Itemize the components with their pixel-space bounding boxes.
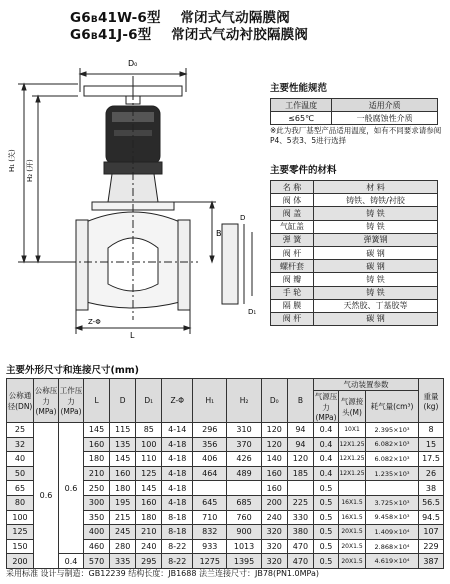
col-d0: D₀ (261, 379, 287, 423)
d1-label: D₁ (248, 308, 257, 316)
cell-b: 380 (287, 525, 313, 540)
cell-b: 94 (287, 437, 313, 452)
performance-table (270, 98, 438, 125)
cell-z: 4-18 (162, 437, 193, 452)
cell-d1: 85 (136, 423, 162, 438)
h1-label: H₁ (关) (8, 149, 16, 172)
col-part-name: 名 称 (271, 181, 314, 194)
cell-l: 400 (84, 525, 110, 540)
cell-d1: 180 (136, 510, 162, 525)
part-material: 铸铁、铸铁/衬胶 (314, 194, 438, 207)
material-row (271, 273, 438, 286)
col-air-pressure: 气源压力(MPa) (314, 392, 338, 422)
cell-wp: 0.6 (59, 423, 84, 554)
cell-air-consumption: 1.409×10⁴ (366, 525, 419, 540)
col-dn: 公称通径(DN) (7, 379, 34, 423)
cell-d: 195 (110, 495, 136, 510)
col-air-connector: 气源接头(M) (339, 391, 366, 423)
cell-dn: 80 (7, 495, 34, 510)
cell-d1: 110 (136, 452, 162, 467)
col-d: D (110, 379, 136, 423)
title-line-1: G6B41W-6型 常闭式气动隔膜阀 (70, 10, 290, 26)
cell-dn: 50 (7, 466, 34, 481)
cell-d: 135 (110, 437, 136, 452)
cell-d0: 320 (261, 554, 287, 569)
cell-d1: 160 (136, 495, 162, 510)
col-work-temp: 工作温度 (271, 99, 332, 112)
cell-wp: 0.4 (59, 554, 84, 569)
cell-air-connector: 20X1.5 (339, 539, 366, 554)
cell-d0: 320 (261, 525, 287, 540)
part-name: 隔 膜 (271, 299, 314, 312)
left-flange (76, 220, 88, 310)
cell-air-connector: 16X1.5 (339, 495, 366, 510)
cell-d: 280 (110, 539, 136, 554)
cell-l: 210 (84, 466, 110, 481)
cell-air-consumption: 2.868×10⁴ (366, 539, 419, 554)
cell-d1: 240 (136, 539, 162, 554)
cell-h2: 426 (227, 452, 261, 467)
cell-ap: 0.5 (314, 525, 339, 540)
dimension-row (7, 554, 444, 569)
cell-l: 350 (84, 510, 110, 525)
cell-air-connector: 12X1.25 (339, 452, 366, 467)
h2-label: H₂ (开) (26, 159, 34, 182)
cell-d0: 160 (261, 481, 287, 496)
cell-dn: 100 (7, 510, 34, 525)
cell-d0: 320 (261, 539, 287, 554)
cell-l: 145 (84, 423, 110, 438)
part-name: 阀 杆 (271, 246, 314, 259)
col-l: L (84, 379, 110, 423)
cell-ap: 0.5 (314, 539, 339, 554)
cell-weight: 17.5 (419, 452, 444, 467)
col-wp: 工作压力(MPa) (59, 379, 84, 423)
cell-h1: 645 (193, 495, 227, 510)
part-material: 铸 铁 (314, 273, 438, 286)
cell-ap: 0.4 (314, 466, 339, 481)
cell-d1: 210 (136, 525, 162, 540)
cell-b: 470 (287, 539, 313, 554)
cell-air-consumption: 6.082×10³ (366, 437, 419, 452)
part-name: 阀 盖 (271, 207, 314, 220)
cell-d0: 240 (261, 510, 287, 525)
part-material: 天然胶、丁基胶等 (314, 299, 438, 312)
cell-pn: 0.6 (34, 423, 59, 569)
cell-ap: 0.4 (314, 452, 339, 467)
cell-h1: 464 (193, 466, 227, 481)
cell-weight: 38 (419, 481, 444, 496)
cell-b: 225 (287, 495, 313, 510)
cell-b: 185 (287, 466, 313, 481)
right-flange (178, 220, 190, 310)
cell-air-consumption: 9.458×10³ (366, 510, 419, 525)
part-material: 碳 钢 (314, 260, 438, 273)
material-row (271, 260, 438, 273)
footer-standards: 采用标准 设计与制造：GB12239 结构长度：JB1688 法兰连接尺寸：JB78(PN1.0MPa) (6, 569, 320, 578)
cell-d: 245 (110, 525, 136, 540)
d0-label: D₀ (128, 59, 138, 68)
cell-z: 4-14 (162, 423, 193, 438)
cell-ap: 0.5 (314, 510, 339, 525)
part-name: 螺杆套 (271, 260, 314, 273)
dimension-row (7, 423, 444, 438)
cell-z: 4-18 (162, 452, 193, 467)
cell-z: 4-18 (162, 466, 193, 481)
material-row (271, 246, 438, 259)
material-row (271, 233, 438, 246)
cell-d: 115 (110, 423, 136, 438)
cell-dn: 65 (7, 481, 34, 496)
part-material: 铸 铁 (314, 220, 438, 233)
l-label: L (130, 331, 135, 340)
cell-ap: 0.4 (314, 437, 339, 452)
medium-value: 一般腐蚀性介质 (332, 112, 438, 125)
cell-l: 460 (84, 539, 110, 554)
col-air-consumption: 耗气量(cm³) (366, 391, 419, 423)
cell-air-connector: 12X1.25 (339, 466, 366, 481)
valve-drawing (8, 52, 260, 342)
cell-h2: 370 (227, 437, 261, 452)
cell-air-connector: 10X1 (339, 423, 366, 438)
cell-weight: 94.5 (419, 510, 444, 525)
part-material: 铸 铁 (314, 207, 438, 220)
cell-h2: 685 (227, 495, 261, 510)
b-label: B (216, 229, 222, 238)
cell-dn: 125 (7, 525, 34, 540)
cell-air-consumption: 6.082×10³ (366, 452, 419, 467)
cell-h2: 900 (227, 525, 261, 540)
cell-h2: 1013 (227, 539, 261, 554)
part-material: 碳 钢 (314, 312, 438, 325)
part-name: 阀 杆 (271, 312, 314, 325)
cell-z: 8-18 (162, 510, 193, 525)
col-weight: 重量(kg) (419, 379, 444, 423)
col-h2: H₂ (227, 379, 261, 423)
part-name: 手 轮 (271, 286, 314, 299)
cell-d0: 120 (261, 437, 287, 452)
cell-air-consumption: 4.619×10⁴ (366, 554, 419, 569)
cell-b: 120 (287, 452, 313, 467)
cell-z: 8-22 (162, 539, 193, 554)
cell-weight: 56.5 (419, 495, 444, 510)
cell-air-consumption (366, 481, 419, 496)
material-row (271, 207, 438, 220)
cell-dn: 150 (7, 539, 34, 554)
cell-ap: 0.5 (314, 554, 339, 569)
cell-d: 160 (110, 466, 136, 481)
cell-h2: 1395 (227, 554, 261, 569)
cell-d: 145 (110, 452, 136, 467)
cell-air-consumption: 3.725×10³ (366, 495, 419, 510)
cell-b: 330 (287, 510, 313, 525)
material-row (271, 312, 438, 325)
cell-dn: 200 (7, 554, 34, 569)
cell-h1: 356 (193, 437, 227, 452)
performance-note: ※此为我厂基型产品适用温度，如有不同要求请参阅P4、5表3、5进行选择 (270, 126, 442, 145)
cell-weight: 26 (419, 466, 444, 481)
cell-air-consumption: 1.235×10³ (366, 466, 419, 481)
col-b: B (287, 379, 313, 423)
cell-z: 8-22 (162, 554, 193, 569)
title-line-2: G6B41J-6型 常闭式气动衬胶隔膜阀 (70, 27, 309, 43)
cell-l: 570 (84, 554, 110, 569)
cell-l: 180 (84, 452, 110, 467)
dimensions-table (6, 378, 444, 569)
cell-b: 470 (287, 554, 313, 569)
cell-dn: 25 (7, 423, 34, 438)
part-name: 气缸盖 (271, 220, 314, 233)
cell-ap: 0.4 (314, 423, 339, 438)
col-pn: 公称压力(MPa) (34, 379, 59, 423)
cell-air-connector: 12X1.25 (339, 437, 366, 452)
cell-dn: 40 (7, 452, 34, 467)
cell-d: 180 (110, 481, 136, 496)
cell-d0: 200 (261, 495, 287, 510)
cell-air-connector (339, 481, 366, 496)
col-medium: 适用介质 (332, 99, 438, 112)
part-name: 弹 簧 (271, 233, 314, 246)
cell-d0: 120 (261, 423, 287, 438)
cell-z: 8-18 (162, 525, 193, 540)
cell-h1: 710 (193, 510, 227, 525)
materials-heading: 主要零件的材料 (270, 165, 337, 176)
cell-b: 94 (287, 423, 313, 438)
cell-z: 4-18 (162, 495, 193, 510)
material-row (271, 220, 438, 233)
side-view-flange (222, 224, 238, 304)
performance-heading: 主要性能规范 (270, 83, 328, 94)
cell-h2: 310 (227, 423, 261, 438)
cell-d0: 140 (261, 452, 287, 467)
material-row (271, 286, 438, 299)
cell-h1: 1275 (193, 554, 227, 569)
part-name: 阀 瓣 (271, 273, 314, 286)
cell-d: 215 (110, 510, 136, 525)
cell-l: 300 (84, 495, 110, 510)
work-temp-value: ≤65℃ (271, 112, 332, 125)
col-material: 材 料 (314, 181, 438, 194)
cell-l: 250 (84, 481, 110, 496)
part-material: 碳 钢 (314, 246, 438, 259)
material-row (271, 194, 438, 207)
part-name: 阀 体 (271, 194, 314, 207)
cell-air-connector: 20X1.5 (339, 554, 366, 569)
cell-d1: 100 (136, 437, 162, 452)
cell-weight: 107 (419, 525, 444, 540)
col-d1: D₁ (136, 379, 162, 423)
cell-weight: 15 (419, 437, 444, 452)
cell-weight: 8 (419, 423, 444, 438)
cell-ap: 0.5 (314, 481, 339, 496)
cell-weight: 387 (419, 554, 444, 569)
d-label: D (240, 214, 246, 222)
cell-h1: 933 (193, 539, 227, 554)
cell-d1: 145 (136, 481, 162, 496)
cell-ap: 0.5 (314, 495, 339, 510)
material-row (271, 299, 438, 312)
cell-h1: 406 (193, 452, 227, 467)
cell-b (287, 481, 313, 496)
cell-d1: 125 (136, 466, 162, 481)
part-material: 弹簧钢 (314, 233, 438, 246)
cell-dn: 32 (7, 437, 34, 452)
cell-h1: 832 (193, 525, 227, 540)
cell-weight: 229 (419, 539, 444, 554)
cell-air-connector: 16X1.5 (339, 510, 366, 525)
cell-h2: 760 (227, 510, 261, 525)
col-z: Z-Φ (162, 379, 193, 423)
cell-l: 160 (84, 437, 110, 452)
cell-z: 4-18 (162, 481, 193, 496)
part-material: 铸 铁 (314, 286, 438, 299)
cell-h2: 489 (227, 466, 261, 481)
cell-air-connector: 20X1.5 (339, 525, 366, 540)
cell-h2 (227, 481, 261, 496)
cell-h1 (193, 481, 227, 496)
cell-d0: 160 (261, 466, 287, 481)
cell-d1: 295 (136, 554, 162, 569)
col-h1: H₁ (193, 379, 227, 423)
dimensions-heading: 主要外形尺寸和连接尺寸(mm) (6, 365, 139, 376)
cell-h1: 296 (193, 423, 227, 438)
cell-d: 335 (110, 554, 136, 569)
col-pneumatic: 气动装置参数 (314, 379, 419, 391)
cell-air-consumption: 2.395×10³ (366, 423, 419, 438)
z-phi-label: Z-Φ (88, 318, 101, 326)
materials-table (270, 180, 438, 326)
